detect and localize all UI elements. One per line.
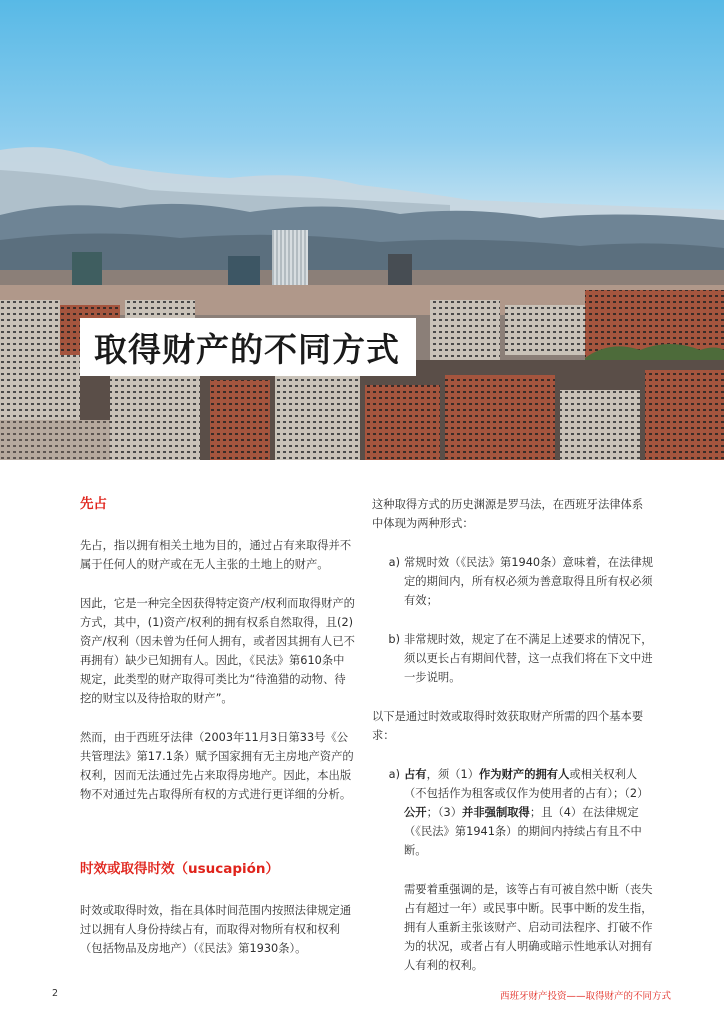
paragraph: 需要着重强调的是，该等占有可被自然中断（丧失占有超过一年）或民事中断。民事中断的发生指，拥有人重新主张该财产、启动司法程序、打破不作为的状况，或者占有人明确或暗示性地承认对拥有人有利的权利。 bbox=[404, 883, 653, 972]
text-run: ，须（1） bbox=[426, 768, 479, 781]
page-number: 2 bbox=[52, 988, 59, 999]
paragraph: 然而，由于西班牙法律（2003年11月3日第33号《公共管理法》第17.1条）赋予国家拥有无主房地产资产的权利，因而无法通过先占来取得房地产。因此，本出版物不对通过先占取得所有权的方式进行更详细的分析。 bbox=[80, 731, 354, 801]
right-column bbox=[372, 495, 654, 975]
running-footer: 西班牙财产投资——取得财产的不同方式 bbox=[499, 991, 671, 1002]
paragraph: 先占，指以拥有相关土地为目的，通过占有来取得并不属于任何人的财产或在无人主张的土地上的财产。 bbox=[80, 539, 352, 571]
list-marker: a) bbox=[388, 556, 400, 569]
text-run: 或相关权利人（不包括作为租客或仅作为使用者的占有）；（2） bbox=[404, 768, 649, 800]
list-item bbox=[372, 630, 654, 687]
paragraph: 以下是通过时效或取得时效获取财产所需的四个基本要求： bbox=[372, 710, 644, 742]
list-item-text: 非常规时效，规定了在不满足上述要求的情况下，须以更长占有期间代替，这一点我们将在下文中进一步说明。 bbox=[404, 633, 653, 684]
list-marker: a) bbox=[388, 768, 400, 781]
page-title: 取得财产的不同方式 bbox=[94, 329, 400, 369]
cityscape-illustration bbox=[0, 0, 724, 460]
bold-term: 作为财产的拥有人 bbox=[479, 768, 570, 781]
list-marker: b) bbox=[388, 633, 400, 646]
list-indent bbox=[372, 880, 404, 975]
bold-term: 并非强制取得 bbox=[462, 806, 530, 819]
paragraph: 这种取得方式的历史渊源是罗马法，在西班牙法律体系中体现为两种形式： bbox=[372, 498, 644, 530]
bold-term: 公开 bbox=[404, 806, 427, 819]
paragraph: 因此，它是一种完全因获得特定资产/权利而取得财产的方式，其中，(1)资产/权利的拥有权系自然取得，且(2)资产/权利（因未曾为任何人拥有，或者因其拥有人已不再拥有）缺少已知拥有人。因此，《民法》第610条中规定，此类型的财产取得可类比为“待渔猎的动物、待挖的财宝以及待拾取的财产”。 bbox=[80, 597, 355, 705]
list-item-continuation bbox=[372, 880, 654, 975]
section-heading-prescription: 时效或取得时效（usucapión） bbox=[80, 861, 280, 877]
list-item bbox=[372, 553, 654, 610]
text-run: ；且（4）在法律规定（《民法》第1941条）的期间内持续占有且不中断。 bbox=[404, 806, 642, 857]
text-run: ；（3） bbox=[426, 806, 463, 819]
paragraph: 时效或取得时效，指在具体时间范围内按照法律规定通过以拥有人身份持续占有，而取得对物所有权和权利（包括物品及房地产）（《民法》第1930条）。 bbox=[80, 904, 352, 955]
list-item bbox=[372, 765, 654, 860]
bold-term: 占有 bbox=[404, 768, 427, 781]
left-column bbox=[80, 495, 355, 958]
hero-cityscape-photo bbox=[0, 0, 724, 460]
list-item-text bbox=[404, 765, 654, 860]
title-banner bbox=[80, 318, 416, 376]
list-item-text: 常规时效（《民法》第1940条）意味着，在法律规定的期间内，所有权必须为善意取得且所有权必须有效； bbox=[404, 556, 654, 607]
section-heading-occupation: 先占 bbox=[80, 496, 107, 512]
